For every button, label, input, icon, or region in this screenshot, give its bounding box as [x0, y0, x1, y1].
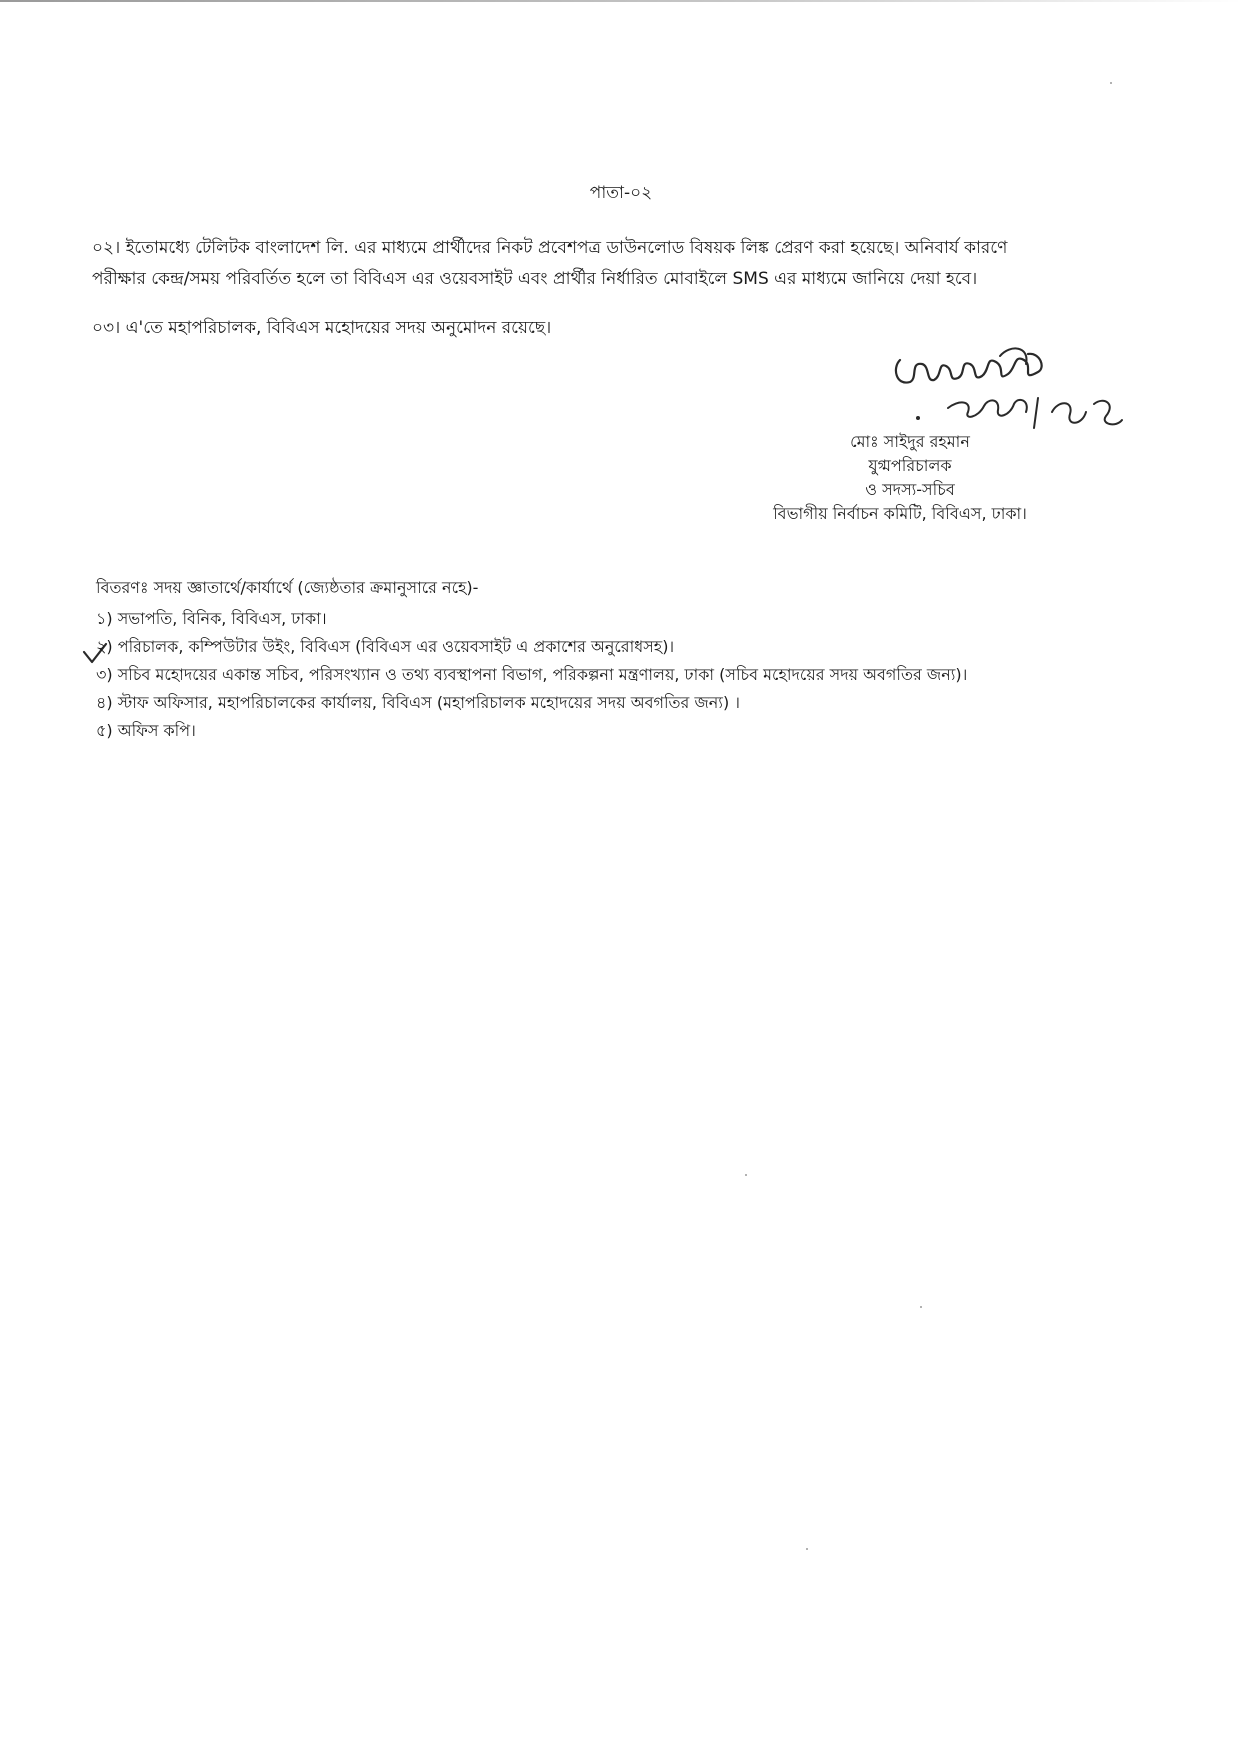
signatory-name: মোঃ সাইদুর রহমান: [850, 432, 970, 451]
scan-speck: [806, 1548, 808, 1550]
scan-speck: [745, 1174, 747, 1176]
handwritten-signature: [888, 342, 1128, 434]
distribution-item: ৩) সচিব মহোদয়ের একান্ত সচিব, পরিসংখ্যান ও তথ্য ব্যবস্থাপনা বিভাগ, পরিকল্পনা মন্ত্রণালয়, ঢাকা (সচিব মহোদয়ের সদয় অবগতির জন্য)।: [96, 665, 968, 684]
distribution-heading: বিতরণঃ সদয় জ্ঞাতার্থে/কার্যার্থে (জ্যেষ্ঠতার ক্রমানুসারে নহে)-: [96, 578, 479, 597]
scan-speck: [1110, 82, 1112, 84]
scan-speck: [920, 1306, 922, 1308]
distribution-item: ২) পরিচালক, কম্পিউটার উইং, বিবিএস (বিবিএস এর ওয়েবসাইট এ প্রকাশের অনুরোধসহ)।: [96, 637, 675, 656]
distribution-list: [96, 605, 1176, 745]
signatory-block: [760, 430, 1060, 526]
scan-top-edge: [0, 0, 1242, 2]
paragraph-02-line-2: পরীক্ষার কেন্দ্র/সময় পরিবর্তিত হলে তা বিবিএস এর ওয়েবসাইট এবং প্রার্থীর নির্ধারিত মোবাইলে SMS এর মাধ্যমে জানিয়ে দেয়া হবে।: [92, 269, 978, 289]
distribution-item: ৪) স্টাফ অফিসার, মহাপরিচালকের কার্যালয়, বিবিএস (মহাপরিচালক মহোদয়ের সদয় অবগতির জন্য) ।: [96, 693, 740, 712]
paragraph-02: [92, 233, 1162, 295]
signatory-designation: যুগ্মপরিচালক: [868, 456, 952, 475]
distribution-item: ৫) অফিস কপি।: [96, 721, 196, 740]
page-number: পাতা-০২: [589, 183, 653, 203]
paragraph-02-line-1: ০২। ইতোমধ্যে টেলিটক বাংলাদেশ লি. এর মাধ্যমে প্রার্থীদের নিকট প্রবেশপত্র ডাউনলোড বিষয়ক লিঙ্ক প্রেরণ করা হয়েছে। অনিবার্য কারণে: [92, 238, 1008, 258]
paragraph-03: ০৩। এ'তে মহাপরিচালক, বিবিএস মহোদয়ের সদয় অনুমোদন রয়েছে।: [92, 318, 552, 338]
signatory-committee: বিভাগীয় নির্বাচন কমিটি, বিবিএস, ঢাকা।: [773, 504, 1027, 523]
signatory-role: ও সদস্য-সচিব: [865, 480, 955, 499]
distribution-item: ১) সভাপতি, বিনিক, বিবিএস, ঢাকা।: [96, 609, 327, 628]
